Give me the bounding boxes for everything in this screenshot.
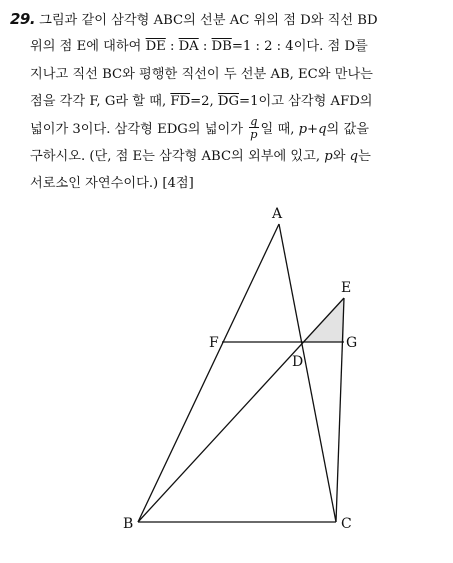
text-fragment: : [165, 39, 179, 55]
segment-fd: $\overline{FD}$ [170, 94, 191, 110]
text-fragment: =1 [239, 94, 259, 110]
text-fragment: 점을 각각 F, G라 할 때, [30, 94, 171, 110]
line-be [138, 298, 344, 522]
segment-db: $\overline{DB}$ [211, 39, 232, 55]
text-fragment: 위의 점 E에 대하여 [30, 39, 146, 55]
segment-de: $\overline{DE}$ [145, 39, 166, 55]
text-fragment: : [198, 39, 212, 55]
label-d: D [292, 354, 304, 370]
ratio-value: =1 : 2 : 4 [231, 39, 294, 55]
label-c: C [341, 516, 352, 532]
label-g: G [346, 335, 358, 351]
variable-q: q [349, 148, 359, 164]
fraction-denominator: p [250, 126, 258, 141]
label-e: E [341, 280, 352, 296]
figure-lines [138, 224, 344, 522]
text-fragment: 는 [358, 148, 371, 164]
label-a: A [272, 206, 283, 222]
problem-text-line-1: 그림과 같이 삼각형 ABC의 선분 AC 위의 점 D와 직선 BD [39, 13, 378, 28]
segment-da: $\overline{DA}$ [178, 39, 199, 55]
expression-p-plus-q: p+q [298, 121, 327, 137]
text-fragment: 일 때, [260, 121, 299, 137]
segment-ab [138, 224, 279, 522]
text-fragment: =2, [190, 94, 218, 110]
text-fragment: 서로소인 자연수이다.) [4점] [30, 176, 194, 192]
fraction-numerator: q [250, 113, 258, 128]
segment-dg: $\overline{DG}$ [217, 94, 240, 110]
label-b: B [123, 516, 134, 532]
variable-p: p [324, 148, 333, 164]
text-fragment: 의 값을 [326, 121, 369, 137]
text-fragment: 넓이가 3이다. 삼각형 EDG의 넓이가 [30, 121, 248, 137]
text-fragment: 이다. 점 D를 [293, 39, 368, 55]
problem-number: 29. [10, 10, 36, 28]
text-fragment: 지나고 직선 BC와 평행한 직선이 두 선분 AB, EC와 만나는 [30, 66, 373, 82]
text-fragment: 이고 삼각형 AFD의 [258, 94, 373, 110]
label-f: F [209, 335, 219, 351]
segment-ac [279, 224, 336, 522]
text-fragment: 구하시오. (단, 점 E는 삼각형 ABC의 외부에 있고, [30, 148, 325, 164]
text-fragment: 와 [332, 148, 350, 164]
